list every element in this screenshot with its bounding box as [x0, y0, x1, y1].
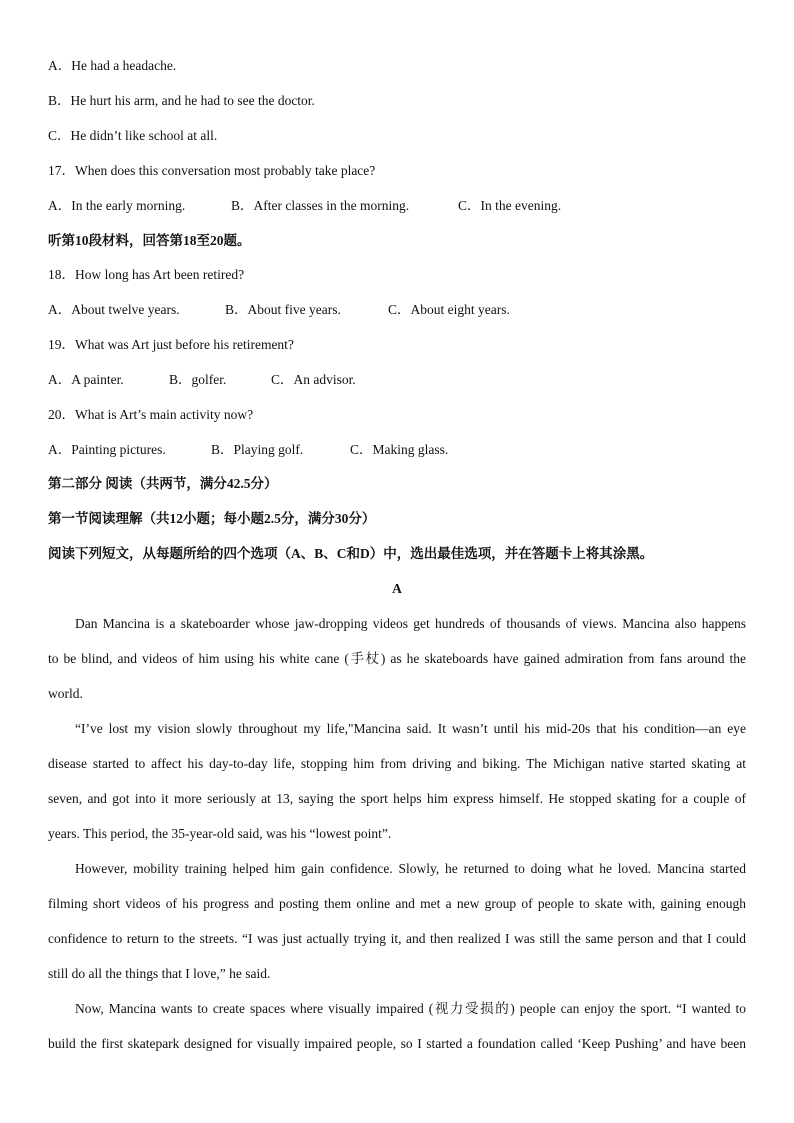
passage-line: filming short videos of his progress and posting them online and met a new group of people to skate with, gaining enough	[48, 896, 746, 911]
passage-line: build the first skatepark designed for visually impaired people, so I started a foundation called ‘Keep Pushing’ and have been	[48, 1036, 746, 1051]
passage-line: However, mobility training helped him gain confidence. Slowly, he returned to doing what he loved. Mancina started	[75, 861, 746, 876]
q20-option-c: C．Making glass.	[350, 442, 449, 457]
q19-option-b: B．golfer.	[169, 372, 227, 387]
passage-line: years. This period, the 35-year-old said, was his “lowest point”.	[48, 826, 392, 841]
passage-line: Dan Mancina is a skateboarder whose jaw-dropping videos get hundreds of thousands of views. Mancina also happens	[75, 616, 746, 631]
q17-option-c: C．In the evening.	[458, 198, 562, 213]
passage-line: seven, and got into it more seriously at 13, saying the sport helps him express himself. He stopped skating for a couple of	[48, 791, 746, 806]
q16-option-c: C．He didn’t like school at all.	[48, 128, 218, 143]
q18-option-b: B．About five years.	[225, 302, 341, 317]
section1-header: 第一节阅读理解（共12小题；每小题2.5分，满分30分）	[48, 511, 376, 526]
passage-line: disease started to affect his day-to-day life, stopping him from driving and biking. The Michigan native started skating at	[48, 756, 746, 771]
q19-question: 19．What was Art just before his retirement?	[48, 337, 294, 352]
q17-option-a: A．In the early morning.	[48, 198, 186, 213]
passage-label: A	[392, 581, 402, 596]
passage-line: “I’ve lost my vision slowly throughout my life,"Mancina said. It wasn’t until his mid-20s that his condition—an eye	[75, 721, 746, 736]
passage-line: confidence to return to the streets. “I was just actually trying it, and then realized I was still the same person and that I could	[48, 931, 746, 946]
q18-option-c: C．About eight years.	[388, 302, 510, 317]
passage-line: world.	[48, 686, 83, 701]
part2-header: 第二部分 阅读（共两节，满分42.5分）	[48, 476, 278, 491]
q18-question: 18．How long has Art been retired?	[48, 267, 245, 282]
passage-line: to be blind, and videos of him using his white cane (手杖) as he skateboards have gained admiration from fans around the	[48, 651, 746, 666]
q18-option-a: A．About twelve years.	[48, 302, 180, 317]
q16-option-a: A．He had a headache.	[48, 58, 177, 73]
q20-question: 20．What is Art’s main activity now?	[48, 407, 254, 422]
q16-option-b: B．He hurt his arm, and he had to see the doctor.	[48, 93, 315, 108]
passage-line: still do all the things that I love,” he said.	[48, 966, 271, 981]
reading-instructions: 阅读下列短文，从每题所给的四个选项（A、B、C和D）中，选出最佳选项，并在答题卡上将其涂黑。	[48, 546, 654, 561]
q17-option-b: B．After classes in the morning.	[231, 198, 410, 213]
q17-question: 17．When does this conversation most probably take place?	[48, 163, 376, 178]
passage-line: Now, Mancina wants to create spaces where visually impaired (视力受损的) people can enjoy the sport. “I wanted to	[75, 1001, 746, 1016]
q20-option-b: B．Playing golf.	[211, 442, 304, 457]
q20-option-a: A．Painting pictures.	[48, 442, 166, 457]
section10-header: 听第10段材料，回答第18至20题。	[48, 233, 251, 248]
q19-option-c: C．An advisor.	[271, 372, 356, 387]
q19-option-a: A．A painter.	[48, 372, 124, 387]
